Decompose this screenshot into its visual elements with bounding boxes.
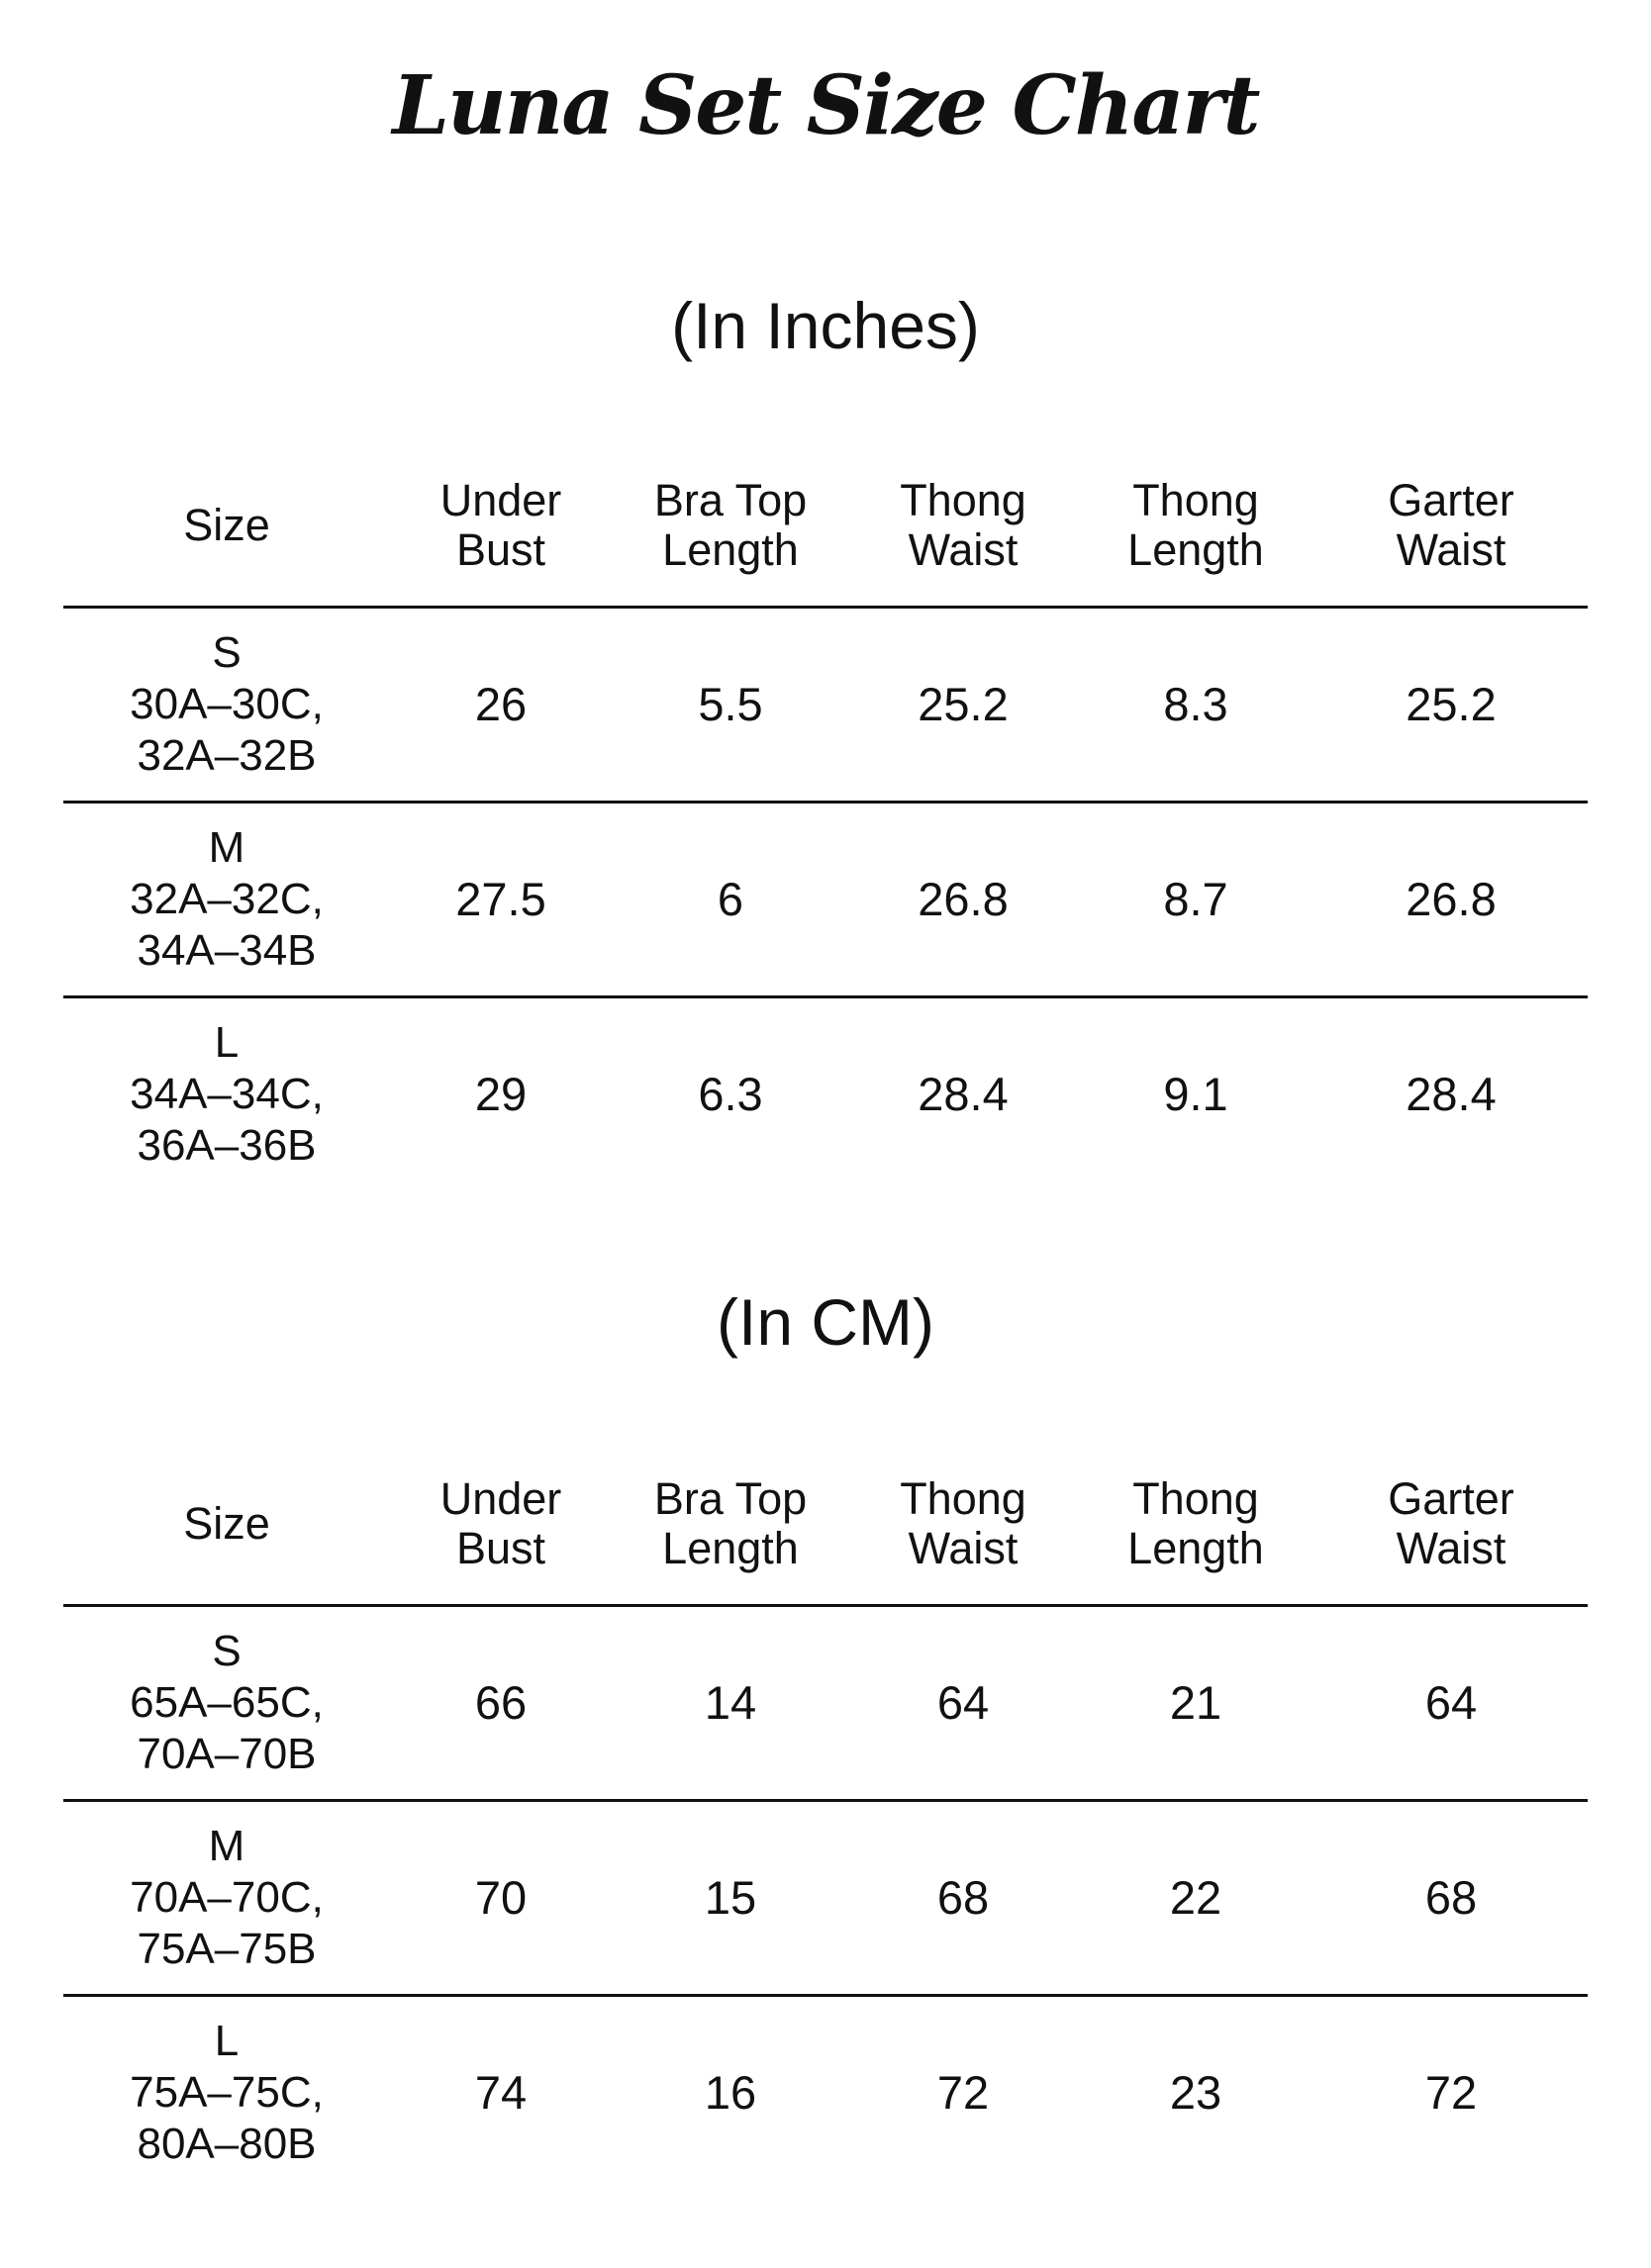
- thong-length-value: 8.3: [1077, 608, 1314, 803]
- table-row: [63, 1606, 1588, 1801]
- table-header-row: [63, 1456, 1588, 1606]
- thong-length-value: 23: [1169, 2066, 1222, 2119]
- header-thong-waist: Thong Waist: [849, 457, 1077, 608]
- inches-heading: (In Inches): [671, 289, 980, 362]
- thong-length-value: 21: [1077, 1606, 1314, 1801]
- header-size: Size: [63, 1456, 390, 1606]
- bra-top-length-value: 6.3: [698, 1068, 763, 1120]
- cm-heading: (In CM): [717, 1285, 934, 1359]
- size-cell: L 75A–75C, 80A–80B: [130, 2017, 324, 2168]
- header-thong-length: Thong Length: [1077, 1456, 1314, 1606]
- inches-size-table: [63, 457, 1588, 1190]
- thong-waist-value: 26.8: [849, 803, 1077, 997]
- thong-waist-value: 25.2: [849, 608, 1077, 803]
- bra-top-length-value: 14: [612, 1606, 849, 1801]
- page-title: Luna Set Size Chart: [392, 58, 1259, 153]
- garter-waist-value: 72: [1424, 2066, 1478, 2119]
- header-under-bust: Under Bust: [390, 457, 612, 608]
- header-bra-top-length: Bra Top Length: [612, 1456, 849, 1606]
- table-row: [63, 803, 1588, 997]
- bra-top-length-value: 6: [612, 803, 849, 997]
- under-bust-value: 74: [474, 2066, 528, 2119]
- header-bra-top-length: Bra Top Length: [612, 457, 849, 608]
- thong-waist-value: 28.4: [918, 1068, 1009, 1120]
- header-garter-waist: Garter Waist: [1314, 457, 1588, 608]
- table-row: [63, 1996, 1588, 2190]
- under-bust-value: 29: [474, 1068, 528, 1120]
- bra-top-length-value: 5.5: [612, 608, 849, 803]
- thong-length-value: 8.7: [1077, 803, 1314, 997]
- cm-size-table: [63, 1456, 1588, 2189]
- table-header-row: [63, 457, 1588, 608]
- header-thong-waist: Thong Waist: [849, 1456, 1077, 1606]
- thong-length-value: 22: [1077, 1801, 1314, 1996]
- thong-length-value: 9.1: [1163, 1068, 1228, 1120]
- thong-waist-value: 64: [849, 1606, 1077, 1801]
- size-cell: S 30A–30C, 32A–32B: [63, 608, 390, 803]
- header-under-bust: Under Bust: [390, 1456, 612, 1606]
- garter-waist-value: 26.8: [1314, 803, 1588, 997]
- size-cell: L 34A–34C, 36A–36B: [130, 1018, 324, 1170]
- under-bust-value: 70: [390, 1801, 612, 1996]
- thong-waist-value: 72: [936, 2066, 990, 2119]
- size-cell: M 70A–70C, 75A–75B: [63, 1801, 390, 1996]
- garter-waist-value: 68: [1314, 1801, 1588, 1996]
- size-cell: S 65A–65C, 70A–70B: [63, 1606, 390, 1801]
- table-row: [63, 608, 1588, 803]
- header-size: Size: [63, 457, 390, 608]
- bra-top-length-value: 15: [612, 1801, 849, 1996]
- thong-waist-value: 68: [849, 1801, 1077, 1996]
- table-row: [63, 997, 1588, 1191]
- header-garter-waist: Garter Waist: [1314, 1456, 1588, 1606]
- garter-waist-value: 25.2: [1314, 608, 1588, 803]
- bra-top-length-value: 16: [704, 2066, 757, 2119]
- header-thong-length: Thong Length: [1077, 457, 1314, 608]
- garter-waist-value: 28.4: [1406, 1068, 1497, 1120]
- size-cell: M 32A–32C, 34A–34B: [63, 803, 390, 997]
- under-bust-value: 66: [390, 1606, 612, 1801]
- table-row: [63, 1801, 1588, 1996]
- under-bust-value: 26: [390, 608, 612, 803]
- garter-waist-value: 64: [1314, 1606, 1588, 1801]
- under-bust-value: 27.5: [390, 803, 612, 997]
